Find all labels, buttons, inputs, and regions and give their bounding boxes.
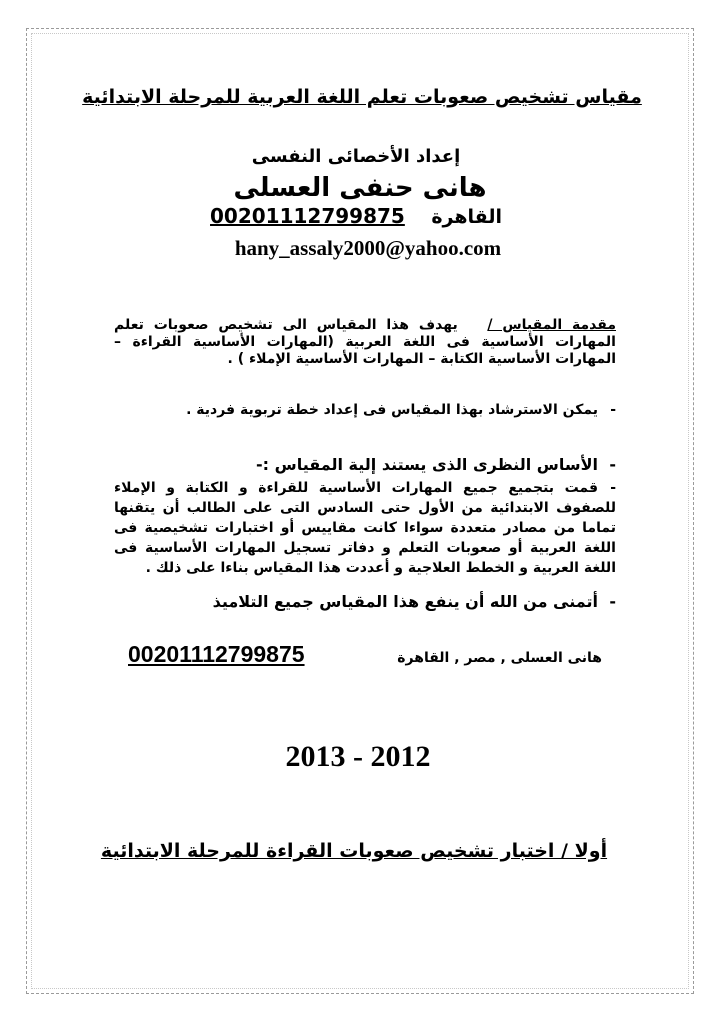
signature-phone: 00201112799875 <box>128 641 305 667</box>
author-phone: 00201112799875 <box>210 204 405 228</box>
signature-line <box>128 641 602 675</box>
bullet-item <box>114 455 616 474</box>
bullet-item <box>114 478 616 578</box>
intro-paragraph <box>114 317 616 368</box>
academic-years: 2013 - 2012 <box>285 740 431 773</box>
prepared-by: إعداد الأخصائى النفسى <box>251 146 461 167</box>
intro-heading: مقدمة المقياس / <box>487 317 616 333</box>
author-name: هانى حنفى العسلى <box>233 173 487 203</box>
intro-text: يهدف هذا المقياس الى تشخيص صعوبات تعلم المهارات الأساسية فى اللغة العربية (المهارات الأساسية القراءة – المهارات الأساسية الكتابة – المهارات الأساسية الإملاء ) . <box>114 317 616 367</box>
author-contact-line <box>0 204 718 228</box>
author-email: hany_assaly2000@yahoo.com <box>234 236 502 260</box>
bullet-text: الأساس النظرى الذى يستند إلية المقياس :- <box>256 455 598 474</box>
bullet-marker: - <box>610 480 616 496</box>
document-title: مقياس تشخيص صعوبات تعلم اللغة العربية للمرحلة الابتدائية <box>82 86 642 108</box>
section-heading: أولا / اختبار تشخيص صعوبات القراءة للمرحلة الابتدائية <box>100 840 608 862</box>
signature-name: هانى العسلى , مصر , القاهرة <box>397 650 602 666</box>
bullet-text: أتمنى من الله أن ينفع هذا المقياس جميع التلاميذ <box>212 592 598 611</box>
bullet-text: قمت بتجميع جميع المهارات الأساسية للقراءة و الكتابة و الإملاء للصفوف الابتدائية من الأول حتى السادس التى على الطالب أن يتقنها تماما من مصادر متعددة سواءا كانت مقاييس أو اختبارات تشخيصية فى اللغة العربية أو صعوبات التعلم و دفاتر تسجيل المهارات الأساسية فى اللغة العربية و الخطط العلاجية و أعددت هذا المقياس بناءا على ذلك . <box>114 480 616 576</box>
city-label: القاهرة <box>431 206 502 228</box>
bullet-text: يمكن الاسترشاد بهذا المقياس فى إعداد خطة تربوية فردية . <box>186 402 598 418</box>
bullet-marker: - <box>609 592 616 611</box>
bullet-item <box>114 402 616 418</box>
bullet-marker: - <box>609 455 616 474</box>
bullet-item <box>114 592 616 611</box>
bullet-marker: - <box>610 402 616 418</box>
